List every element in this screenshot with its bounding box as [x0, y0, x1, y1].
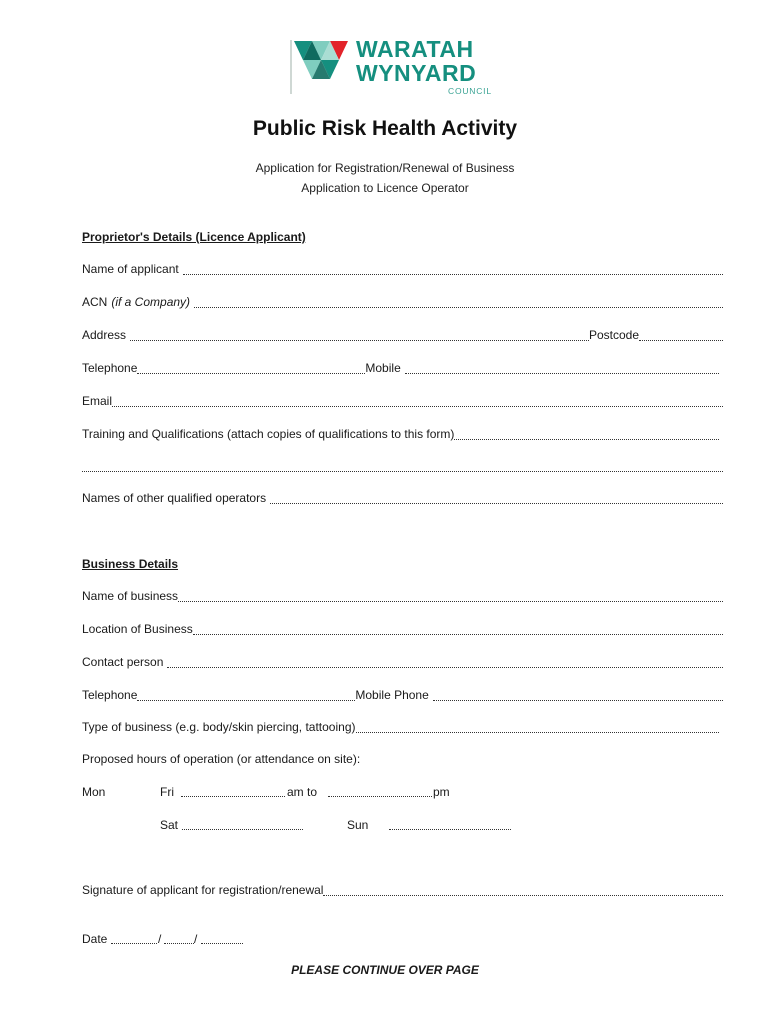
am-to-label: am to	[287, 785, 318, 799]
subtitle-licence: Application to Licence Operator	[301, 181, 469, 195]
signature-field[interactable]	[82, 883, 723, 899]
hours-heading-row	[82, 752, 723, 768]
proprietor-telephone-line[interactable]	[137, 372, 365, 374]
acn-line[interactable]	[194, 306, 723, 308]
applicant-name-label: Name of applicant	[82, 262, 179, 276]
business-name-field[interactable]	[82, 589, 723, 605]
waratah-triangles-logo-icon	[290, 38, 356, 98]
sat-label: Sat	[160, 818, 179, 832]
signature-label: Signature of applicant for registration/renewal	[82, 883, 324, 897]
sun-label: Sun	[347, 818, 369, 832]
business-mobile-line[interactable]	[433, 699, 723, 701]
business-telephone-line[interactable]	[137, 699, 355, 701]
proprietor-telephone-field[interactable]	[82, 361, 723, 377]
acn-field[interactable]	[82, 295, 723, 311]
page-title: Public Risk Health Activity	[252, 117, 518, 140]
applicant-name-line[interactable]	[183, 273, 723, 275]
proprietor-mobile-label: Mobile	[365, 361, 401, 375]
business-type-label: Type of business (e.g. body/skin piercing, tattooing)	[82, 720, 356, 734]
date-separator-1: /	[158, 932, 162, 946]
proprietor-mobile-line[interactable]	[405, 372, 719, 374]
email-line[interactable]	[112, 405, 723, 407]
weekday-open-time-line[interactable]	[181, 795, 285, 797]
proprietor-telephone-label: Telephone	[82, 361, 138, 375]
sun-hours-line[interactable]	[389, 828, 511, 830]
other-operators-field[interactable]	[82, 491, 723, 507]
business-telephone-label: Telephone	[82, 688, 138, 702]
postcode-line[interactable]	[639, 339, 723, 341]
training-continuation-line[interactable]	[82, 470, 723, 472]
weekday-hours-row[interactable]	[82, 785, 723, 801]
mon-label: Mon	[82, 785, 106, 799]
address-label: Address	[82, 328, 127, 342]
applicant-name-field[interactable]	[82, 262, 723, 278]
contact-person-field[interactable]	[82, 655, 723, 671]
business-name-line[interactable]	[178, 600, 723, 602]
email-label: Email	[82, 394, 113, 408]
sat-hours-line[interactable]	[182, 828, 303, 830]
fri-label: Fri	[160, 785, 174, 799]
postcode-label: Postcode	[588, 328, 639, 342]
business-location-line[interactable]	[193, 633, 723, 635]
business-type-field[interactable]	[82, 720, 723, 736]
business-name-label: Name of business	[82, 589, 179, 603]
weekend-hours-row[interactable]	[82, 818, 723, 834]
email-field[interactable]	[82, 394, 723, 410]
council-logo	[290, 38, 520, 98]
continue-over-page-note: PLEASE CONTINUE OVER PAGE	[291, 963, 479, 977]
acn-note: (if a Company)	[111, 295, 191, 309]
business-location-label: Location of Business	[82, 622, 193, 636]
date-separator-2: /	[194, 932, 198, 946]
training-field[interactable]	[82, 427, 723, 443]
proprietor-section-heading: Proprietor's Details (Licence Applicant)	[82, 230, 306, 244]
training-continuation-field[interactable]	[82, 459, 723, 475]
contact-person-label: Contact person	[82, 655, 164, 669]
logo-text-council: COUNCIL	[448, 86, 492, 96]
date-month-line[interactable]	[164, 942, 194, 944]
contact-person-line[interactable]	[167, 666, 723, 668]
training-label: Training and Qualifications (attach copies of qualifications to this form)	[82, 427, 455, 441]
logo-text-wynyard: WYNYARD	[356, 60, 477, 86]
date-year-line[interactable]	[201, 942, 243, 944]
pm-label: pm	[433, 785, 450, 799]
signature-line[interactable]	[323, 894, 723, 896]
address-field[interactable]	[82, 328, 723, 344]
logo-text-waratah: WARATAH	[356, 36, 474, 62]
business-section-heading: Business Details	[82, 557, 179, 571]
acn-label: ACN	[82, 295, 108, 309]
business-mobile-label: Mobile Phone	[355, 688, 429, 702]
other-operators-line[interactable]	[270, 502, 723, 504]
business-location-field[interactable]	[82, 622, 723, 638]
weekday-close-time-line[interactable]	[328, 795, 432, 797]
date-day-line[interactable]	[111, 942, 157, 944]
business-telephone-field[interactable]	[82, 688, 723, 704]
training-line[interactable]	[454, 438, 719, 440]
address-line[interactable]	[130, 339, 589, 341]
date-field[interactable]	[82, 932, 723, 948]
other-operators-label: Names of other qualified operators	[82, 491, 267, 505]
hours-label: Proposed hours of operation (or attendance on site):	[82, 752, 361, 766]
date-label: Date	[82, 932, 108, 946]
business-type-line[interactable]	[356, 731, 720, 733]
subtitle-registration: Application for Registration/Renewal of Business	[255, 161, 515, 175]
